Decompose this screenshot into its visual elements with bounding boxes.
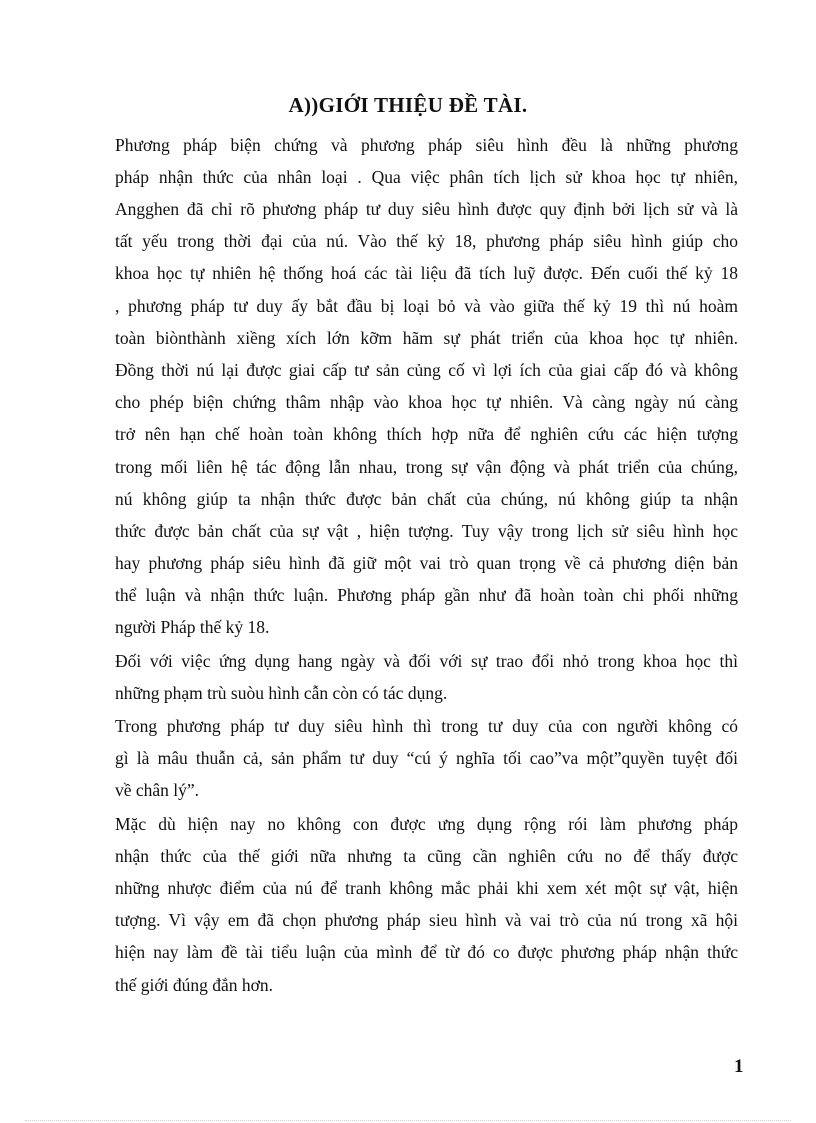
page-title: A))GIỚI THIỆU ĐỀ TÀI. bbox=[288, 93, 528, 117]
page-number: 1 bbox=[734, 1056, 744, 1077]
text-line: tượng. Vì vậy em đã chọn phương pháp sieu hình và vai trò của nú trong xã hội bbox=[115, 910, 738, 930]
text-line: toàn biònthành xiềng xích lớn kỡm hãm sự phát triển của khoa học tự nhiên. bbox=[115, 328, 738, 348]
text-line: nú không giúp ta nhận thức được bản chất của chúng, nú không giúp ta nhận bbox=[115, 489, 738, 509]
text-line: trở nên hạn chế hoàn toàn không thích hợp nữa để nghiên cứu các hiện tượng bbox=[115, 424, 738, 444]
text-line: cho phép biện chứng thâm nhập vào khoa học tự nhiên. Và càng ngày nú càng bbox=[115, 392, 738, 412]
text-line: về chân lý”. bbox=[115, 780, 200, 800]
text-line: Trong phương pháp tư duy siêu hình thì trong tư duy của con người không có bbox=[115, 716, 738, 736]
text-line: trong mối liên hệ tác động lẫn nhau, trong sự vận động và phát triển của chúng, bbox=[115, 457, 738, 477]
page-bottom-rule bbox=[25, 1120, 791, 1121]
text-line: Angghen đã chỉ rõ phương pháp tư duy siêu hình được quy định bởi lịch sử và là bbox=[115, 199, 738, 219]
text-line: tất yếu trong thời đại của nú. Vào thế kỷ 18, phương pháp siêu hình giúp cho bbox=[115, 231, 738, 251]
text-line: những phạm trù suòu hình cẫn còn có tác dụng. bbox=[115, 683, 448, 703]
text-line: pháp nhận thức của nhân loại . Qua việc phân tích lịch sử khoa học tự nhiên, bbox=[115, 167, 738, 187]
text-line: Đối với việc ứng dụng hang ngày và đối với sự trao đổi nhỏ trong khoa học thì bbox=[115, 651, 738, 671]
text-line: thể luận và nhận thức luận. Phương pháp gần như đã hoàn toàn chi phối những bbox=[115, 585, 738, 605]
text-line: Phương pháp biện chứng và phương pháp siêu hình đều là những phương bbox=[115, 135, 738, 155]
text-line: gì là mâu thuẫn cả, sản phẩm tư duy “cú ý nghĩa tối cao”va một”quyền tuyệt đối bbox=[115, 748, 738, 768]
text-line: hiện nay làm đề tài tiểu luận của mình để từ đó co được phương pháp nhận thức bbox=[115, 942, 738, 962]
text-line: Đồng thời nú lại được giai cấp tư sản củng cố vì lợi ích của giai cấp đó và không bbox=[115, 360, 738, 380]
text-line: hay phương pháp siêu hình đã giữ một vai trò quan trọng về cả phương diện bản bbox=[115, 553, 738, 573]
text-line: nhận thức của thế giới nữa nhưng ta cũng cần nghiên cứu no để thấy được bbox=[115, 846, 738, 866]
text-line: , phương pháp tư duy ấy bắt đầu bị loại bỏ và vào giữa thế kỷ 19 thì nú hoàm bbox=[115, 296, 738, 316]
text-line: thế giới đúng đắn hơn. bbox=[115, 975, 274, 995]
text-line: thức được bản chất của sự vật , hiện tượng. Tuy vậy trong lịch sử siêu hình học bbox=[115, 521, 738, 541]
text-line: khoa học tự nhiên hệ thống hoá các tài liệu đã tích luỹ được. Đến cuối thế kỷ 18 bbox=[115, 263, 738, 283]
text-line: những nhược điểm của nú để tranh không mắc phải khi xem xét một sự vật, hiện bbox=[115, 878, 738, 898]
text-line: Mặc dù hiện nay no không con được ưng dụng rộng rói làm phương pháp bbox=[115, 814, 738, 834]
text-line: người Pháp thế kỷ 18. bbox=[115, 617, 270, 637]
